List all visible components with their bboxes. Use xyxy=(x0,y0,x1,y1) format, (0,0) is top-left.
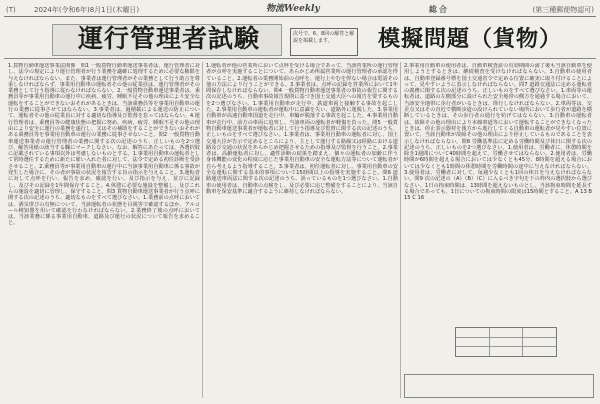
answer-choice-table xyxy=(455,327,557,357)
page-number: (T) xyxy=(6,6,16,14)
brand-logo: 物流Weekly xyxy=(266,4,320,14)
page-subtitle: 模擬問題（貨物） xyxy=(378,26,563,52)
column-text: 2.事業用自動車の使用者は、自動車検査証の有効期間の満了後も当該自動車を使用しようとするときは、継続検査を受けなければならない。3.自動車の使用者は、自動車登録番号標を国土交通省令で定める位置に確実に取り付けることによって、見やすいように表示しなければならない。問7 道路交通法に定める運転者の義務に関する次の記述のうち、正しいものをすべて選びなさい。1.車両等の運転者は、道路の左側部分に設けられた安全地帯の側方を通過する場合において、当該安全地帯に歩行者がいるときは、徐行しなければならない。2.車両等は、交差点又はその直近で横断歩道の設けられていない場所において歩行者が道路を横断しているときは、その歩行者の通行を妨げてはならない。3.自動車の運転者は、故障その他の理由により本線車道等において運転することができなくなったときは、停止表示器材を後方から進行してくる自動車の運転者が見やすい位置に置いて、当該自動車が故障その他の理由により停止しているものであることを表示しなければならない。問8 労働基準法に定める労働時間及び休日に関する次の記述のうち、正しいものを2つ選びなさい。1.使用者は、労働者に、休憩時間を除き1週間について40時間を超えて、労働させてはならない。2.使用者は、労働時間が6時間を超える場合においては少なくとも45分、8時間を超える場合においては少なくとも1時間の休憩時間を労働時間の途中に与えなければならない。3.使用者は、労働者に対して、毎週少なくとも1回の休日を与えなければならない。問9 次の記述の（A）（B）（C）に入るべき字句を下の枠内の選択肢から選びなさい。1日の拘束時間は、13時間を超えないものとし、当該拘束時間を延長する場合であっても、1日についての拘束時間の限度は15時間とすること。A 13 B 15 C 16 xyxy=(404,63,592,202)
column-text: 1.貨物自動車運送事業法関係 問1 一般貨物自動車運送事業者は、運行管理者に対し、法令の規定により運行管理者が行う業務を適確に処理するために必要な権限を与えなければならない。また、事業者は運行管理者がその業務として行う助言を尊重しなければならず、事業用自動車の運転者その他の従業員は、運行管理者がその業務として行う指導に従わなければならない。2.一般貨物自動車運送事業者は、乗務員等が事業用自動車の運行中に疾病、疲労、睡眠不足その他の理由により安全な運転をすることができないおそれがあるときは、当該乗務員等を事業用自動車の運行の業務に従事させてはならない。3.事業者は、過積載による運送の防止について、運転者その他の従業員に対する適切な指導及び監督を怠ってはならない。4.運行管理者は、乗務員等の健康状態の把握に努め、疾病、疲労、睡眠不足その他の理由により安全に運行の業務を遂行し、又はその補助をすることができないおそれがある乗務員等を事業用自動車の運行の業務に従事させないこと。問2 一般貨物自動車運送事業者の運行管理者の業務に関する次の記述のうち、正しいものを2つ選び、解答用紙の該当する欄にマークしなさい。なお、解答にあたっては、各選択肢に記載されている事項以外は考慮しないものとする。1.事業用自動車の運転者として常時選任するために新たに雇い入れた者に対して、法令で定める初任診断を受診させること。2.乗務員等が事業用自動車の運行中に当該事業用自動車に係る事故が発生した場合に、その者が事故の状況を報告する旨の指示を与えること。3.運転者に対して点呼を行い、報告を求め、確認を行い、及び指示を与え、並びに記録し、及びその記録を1年間保存すること。4.休憩に必要な施設を整備し、及びこれらの施設を適切に管理し、保守すること。問3 貨物自動車運送事業者が行う点呼に関する次の記述のうち、適切なものをすべて選びなさい。1.業務前の点呼においては、酒気帯びの有無について、当該運転者の状態を目視等で確認するほか、アルコール検知器を用いて確認を行わなければならない。2.業務終了後の点呼においては、当該業務に係る事業用自動車、道路及び運行の状況について報告を求めること。 xyxy=(8,63,200,227)
top-rule xyxy=(4,16,596,17)
section-label: 総合 xyxy=(429,5,449,14)
banner-rule xyxy=(4,58,596,59)
footer-frame xyxy=(404,374,594,398)
masthead xyxy=(4,3,596,17)
article-column-2 xyxy=(206,63,398,398)
issue-date: 2024年(令和6年)8月1日(木曜日) xyxy=(34,6,140,14)
column-divider xyxy=(202,62,203,398)
table-col-line xyxy=(522,328,523,356)
table-row-line xyxy=(456,346,556,347)
page-title: 運行管理者試験 xyxy=(77,24,260,53)
column-divider xyxy=(400,62,401,398)
column-text: 1.運転者が他の営業所において点呼を受ける場合であって、当該営業所の運行管理者が点呼を実施することについて、あらかじめ所属営業所の運行管理者の承認を得ていること。2.運転者の業務開始前の点呼を、運行上やむを得ない場合は電話その他の方法により行うことができる。3.事業者は、点呼の記録を営業所において1年間保存しなければならない。問4 一般貨物自動車運送事業者の事故の報告に関する次の記述のうち、自動車事故報告規則に基づき国土交通大臣への報告を要するものを2つ選びなさい。1.事業用自動車が走行中、鉄道車両と接触する事故を起こした。2.事業用自動車の運転者が運転中に意識を失い、道路外に逸脱した。3.事業用自動車が高速自動車国道を走行中、車輪が脱落する事故を起こした。4.事業用自動車が走行中、前方の車両に追突し、当該車両の運転者が軽傷を負った。問5 一般貨物自動車運送事業者が運転者に対して行う指導及び監督に関する次の記述のうち、正しいものをすべて選びなさい。1.事業者は、事業用自動車の運転者に対し、国土交通大臣が告示で定めるところにより、主として運行する路線又は経路における道路及び交通の状況をあらかじめ把握させるための指導及び監督を行うこと。2.事業者は、高齢運転者に対し、適性診断の結果を踏まえ、個々の運転者の加齢に伴う身体機能の変化の程度に応じた事業用自動車の安全な運転方法等について運転者が自ら考えるよう指導すること。3.事業者は、初任運転者に対し、事業用自動車の安全な運転に関する基本的事項について15時間以上の指導を実施すること。問6 道路運送車両法に関する次の記述のうち、誤っているものを1つ選びなさい。1.自動車の使用者は、自動車の点検をし、及び必要に応じ整備をすることにより、当該自動車を保安基準に適合するように維持しなければならない。 xyxy=(206,63,398,195)
article-column-1 xyxy=(8,63,200,398)
postal-classification: (第三種郵便物認可) xyxy=(532,6,594,14)
table-col-line xyxy=(489,328,490,356)
next-issue-note: 次号で、6、8回の解答と解説を掲載します。 xyxy=(290,28,358,56)
table-row-line xyxy=(456,337,556,338)
